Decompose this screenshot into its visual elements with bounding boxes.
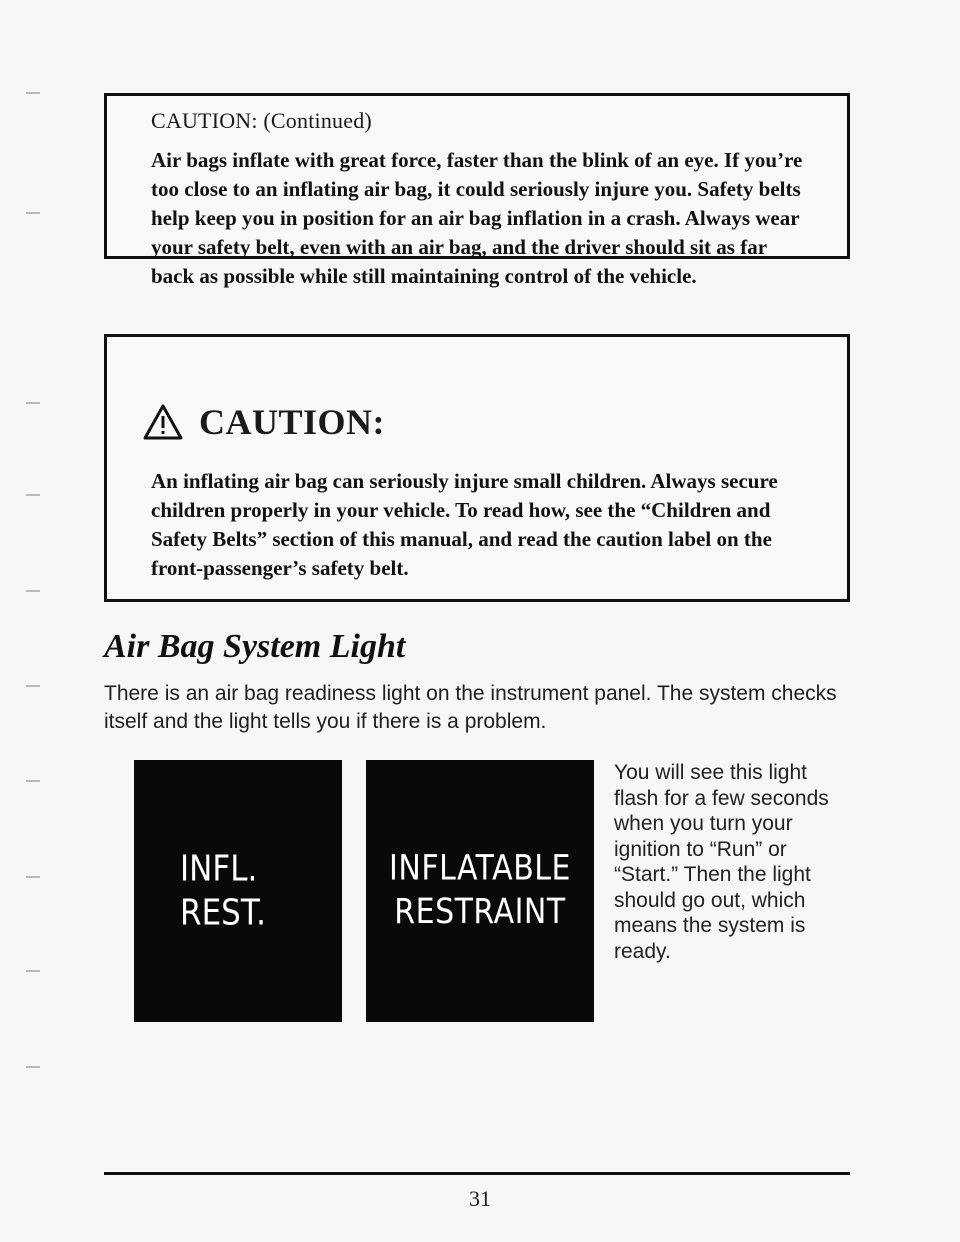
margin-tick bbox=[26, 1066, 40, 1068]
margin-tick bbox=[26, 780, 40, 782]
caution-continued-box bbox=[104, 93, 850, 288]
light-line: INFL. bbox=[180, 848, 258, 890]
light-description: You will see this light flash for a few seconds when you turn your ignition to “Run” or “Start.” Then the light should go out, which means the system is ready. bbox=[614, 761, 829, 963]
caution-title: CAUTION: bbox=[199, 402, 386, 442]
margin-tick bbox=[26, 402, 40, 404]
infl-rest-light-text bbox=[180, 847, 266, 934]
light-line: REST. bbox=[180, 892, 266, 934]
warning-triangle-icon bbox=[143, 404, 183, 440]
light-line: RESTRAINT bbox=[394, 892, 566, 933]
margin-tick bbox=[26, 970, 40, 972]
margin-tick bbox=[26, 590, 40, 592]
section-intro: There is an air bag readiness light on the instrument panel. The system checks itself and the light tells you if there is a problem. bbox=[104, 682, 837, 733]
margin-tick bbox=[26, 494, 40, 496]
margin-tick bbox=[26, 212, 40, 214]
caution-continued-text: Air bags inflate with great force, faster than the blink of an eye. If you’re too close to an inflating air bag, it could seriously injure you. Safety belts help keep you in position for an air bag inflation in a crash. Always wear your safety belt, even with an air bag, and the driver should sit as far back as possible while still maintaining control of the vehicle. bbox=[151, 148, 803, 288]
caution-children-text: An inflating air bag can seriously injure small children. Always secure children properly in your vehicle. To read how, see the “Children and Safety Belts” section of this manual, and read the caution label on the front-passenger’s safety belt. bbox=[151, 469, 778, 580]
section-heading: Air Bag System Light bbox=[104, 628, 406, 665]
page-number: 31 bbox=[469, 1186, 491, 1211]
footer-rule bbox=[104, 1172, 850, 1175]
caution-continued-label: CAUTION: (Continued) bbox=[151, 108, 372, 133]
infl-rest-light-image bbox=[134, 760, 342, 1022]
margin-tick bbox=[26, 876, 40, 878]
inflatable-restraint-light-image bbox=[366, 760, 594, 1022]
caution-children-box bbox=[104, 334, 850, 602]
margin-tick bbox=[26, 685, 40, 687]
inflatable-restraint-light-text bbox=[389, 847, 571, 934]
caution-header bbox=[143, 397, 385, 447]
margin-tick bbox=[26, 92, 40, 94]
light-line: INFLATABLE bbox=[389, 848, 571, 889]
